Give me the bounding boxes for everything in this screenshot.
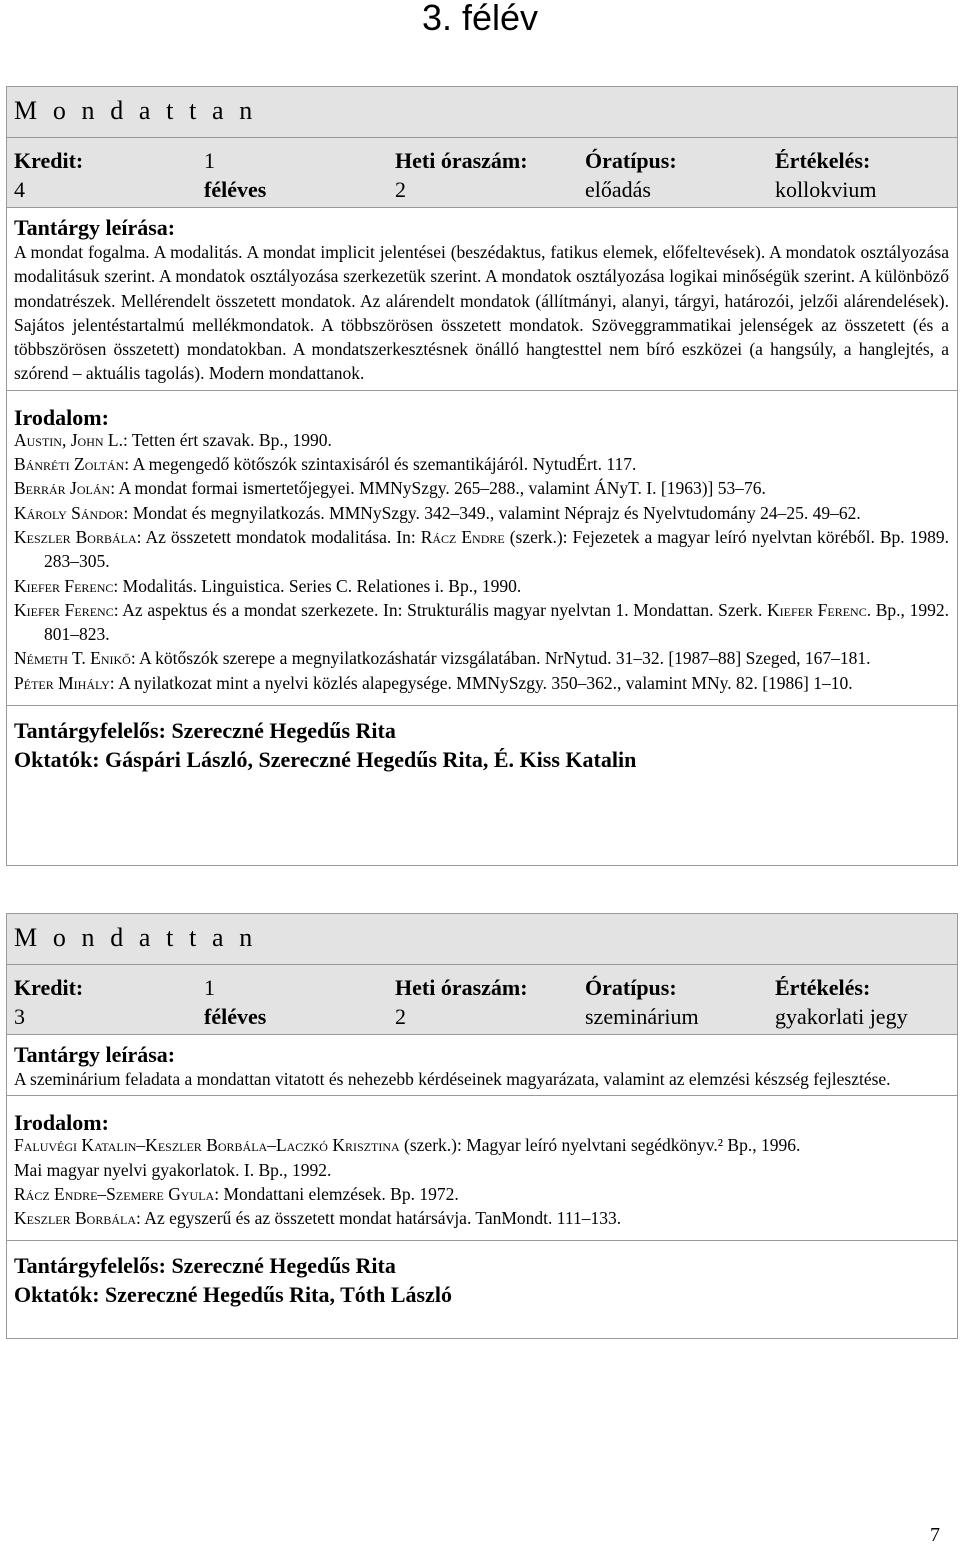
literature-text: : Mondattani elemzések. Bp. 1972.: [214, 1183, 459, 1204]
literature-item: [14, 646, 949, 670]
literature-text: : A nyilatkozat mint a nyelvi közlés alapegysége. MMNySzgy. 350–362., valamint MNy. 82. [1986] 1–10.: [109, 672, 853, 693]
evaluation-value: kollokvium: [775, 177, 877, 202]
course-staff: [7, 706, 957, 774]
description-heading: Tantárgy leírása:: [14, 215, 176, 240]
evaluation-value: gyakorlati jegy: [775, 1004, 908, 1029]
description-text: A mondat fogalma. A modalitás. A mondat implicit jelentései (beszédaktus, fatikus elemek, előfeltevések). A mondatok osztályozása modalitásuk szerint. A mondatok osztályozása szerkezetük szerint. A mondatok osztályozása logikai minőségük szerint. A különböző mondatrészek. Mellérendelt összetett mondatok. Az alárendelt mondatok (állítmányi, alanyi, tárgyi, határozói, jelzői alárendelések). Sajátos jelentéstartalmú mellékmondatok. A többszörösen összetett mondatok. Szöveggrammatikai jelenségek az összetett (és a többszörösen összetett) mondatokban. A mondatszerkesztésnek önálló hangtesttel nem bíró eszközei (a hangsúly, a hanglejtés, a szórend – aktuális tagolás). Modern mondattanok.: [7, 240, 957, 391]
evaluation-field: [775, 973, 908, 1031]
literature-heading: Irodalom:: [14, 404, 109, 430]
literature-text: (szerk.): Magyar leíró nyelvtani segédkönyv.² Bp., 1996.: [399, 1135, 801, 1156]
hours-value: 2: [395, 1004, 406, 1029]
literature-author: Kiefer Ferenc: [14, 599, 114, 620]
literature-item: [14, 1182, 949, 1206]
semester-field: [204, 146, 266, 204]
course-instructors: Oktatók: Szereczné Hegedűs Rita, Tóth László: [14, 1282, 452, 1308]
hours-label: Heti óraszám:: [395, 148, 528, 173]
literature-item: [14, 598, 949, 647]
course-info-row: [7, 965, 957, 1035]
literature-list: [7, 1133, 957, 1241]
literature-text: . Bp., 1992. 801–823.: [44, 599, 949, 645]
class-type-label: Óratípus:: [585, 148, 677, 173]
literature-editor: Kiefer Ferenc: [767, 599, 867, 620]
literature-item: [14, 428, 949, 452]
course-staff: [7, 1241, 957, 1309]
course-responsible: Tantárgyfelelős: Szereczné Hegedűs Rita: [14, 1253, 396, 1279]
literature-text: : A mondat formai ismertetőjegyei. MMNySzgy. 265–288., valamint ÁNyT. I. [1963)] 53–76.: [110, 478, 766, 499]
literature-item: [14, 574, 949, 598]
literature-item: [14, 1206, 949, 1230]
course-title-band: [7, 87, 957, 138]
literature-item: [14, 1133, 949, 1157]
literature-heading: Irodalom:: [14, 1110, 109, 1136]
literature-item: [14, 525, 949, 574]
literature-author: Rácz Endre–Szemere Gyula: [14, 1183, 215, 1204]
literature-item: [14, 452, 949, 476]
class-type-field: [585, 973, 699, 1031]
course-title: M o n d a t t a n: [14, 923, 257, 952]
credit-value: 3: [14, 1004, 25, 1029]
literature-text: (szerk.): Fejezetek a magyar leíró nyelvtan köréből. Bp. 1989. 283–305.: [44, 526, 950, 572]
description-text: A szeminárium feladata a mondattan vitatott és nehezebb kérdéseinek magyarázata, valamint az elemzési készség fejlesztése.: [7, 1067, 957, 1096]
class-type-label: Óratípus:: [585, 975, 677, 1000]
evaluation-label: Értékelés:: [775, 148, 871, 173]
literature-author: Kiefer Ferenc: [14, 575, 114, 596]
page-heading: 3. félév: [421, 0, 539, 38]
literature-author: Németh T. Enikő: [14, 648, 131, 669]
literature-text: : Az összetett mondatok modalitása. In:: [136, 526, 421, 547]
hours-label: Heti óraszám:: [395, 975, 528, 1000]
literature-author: Faluvégi Katalin–Keszler Borbála–Laczkó Krisztina: [14, 1135, 400, 1156]
course-responsible: Tantárgyfelelős: Szereczné Hegedűs Rita: [14, 718, 396, 744]
hours-value: 2: [395, 177, 406, 202]
semester-count: 1: [204, 148, 215, 173]
course-instructors: Oktatók: Gáspári László, Szereczné Hegedűs Rita, É. Kiss Katalin: [14, 747, 637, 773]
course-title: M o n d a t t a n: [14, 96, 257, 125]
literature-text: : Mondat és megnyilatkozás. MMNySzgy. 342–349., valamint Néprajz és Nyelvtudomány 24–25. 49–62.: [123, 502, 861, 523]
hours-field: [395, 146, 528, 204]
literature-text: Mai magyar nyelvi gyakorlatok. I. Bp., 1992.: [14, 1159, 332, 1180]
literature-author: Austin, John L.: [14, 429, 123, 450]
semester-count: 1: [204, 975, 215, 1000]
literature-item: [14, 671, 949, 695]
class-type-field: [585, 146, 677, 204]
class-type-value: szeminárium: [585, 1004, 699, 1029]
literature-text: : Az aspektus és a mondat szerkezete. In: Strukturális magyar nyelvtan 1. Mondattan. Szerk.: [113, 599, 768, 620]
description-heading: Tantárgy leírása:: [14, 1042, 176, 1067]
literature-text: : Az egyszerű és az összetett mondat határsávja. TanMondt. 111–133.: [136, 1208, 622, 1229]
credit-field: [14, 973, 83, 1031]
course-card-seminar: [6, 913, 958, 1339]
literature-text: : Tetten ért szavak. Bp., 1990.: [122, 429, 332, 450]
credit-field: [14, 146, 83, 204]
literature-author: Péter Mihály: [14, 672, 110, 693]
literature-text: : A kötőszók szerepe a megnyilatkozáshatár vizsgálatában. NrNytud. 31–32. [1987–88] Szeged, 167–181.: [130, 648, 871, 669]
literature-editor: Rácz Endre: [420, 526, 505, 547]
course-info-row: [7, 138, 957, 208]
literature-author: Keszler Borbála: [14, 526, 137, 547]
literature-item: [14, 1158, 949, 1182]
semester-label: féléves: [204, 1004, 267, 1029]
literature-author: Bánréti Zoltán: [14, 454, 125, 475]
class-type-value: előadás: [585, 177, 651, 202]
semester-field: [204, 973, 266, 1031]
evaluation-label: Értékelés:: [775, 975, 871, 1000]
literature-text: : Modalitás. Linguistica. Series C. Relationes i. Bp., 1990.: [113, 575, 522, 596]
hours-field: [395, 973, 528, 1031]
credit-value: 4: [14, 177, 25, 202]
credit-label: Kredit:: [14, 975, 84, 1000]
credit-label: Kredit:: [14, 148, 84, 173]
course-title-band: [7, 914, 957, 965]
literature-text: : A megengedő kötőszók szintaxisáról és szemantikájáról. NytudÉrt. 117.: [124, 454, 637, 475]
literature-item: [14, 501, 949, 525]
literature-author: Károly Sándor: [14, 502, 124, 523]
literature-list: [7, 428, 957, 706]
page-number: 7: [930, 1524, 940, 1546]
literature-author: Keszler Borbála: [14, 1208, 137, 1229]
evaluation-field: [775, 146, 876, 204]
semester-label: féléves: [204, 177, 267, 202]
literature-author: Berrár Jolán: [14, 478, 111, 499]
literature-item: [14, 476, 949, 500]
course-card-lecture: [6, 86, 958, 866]
